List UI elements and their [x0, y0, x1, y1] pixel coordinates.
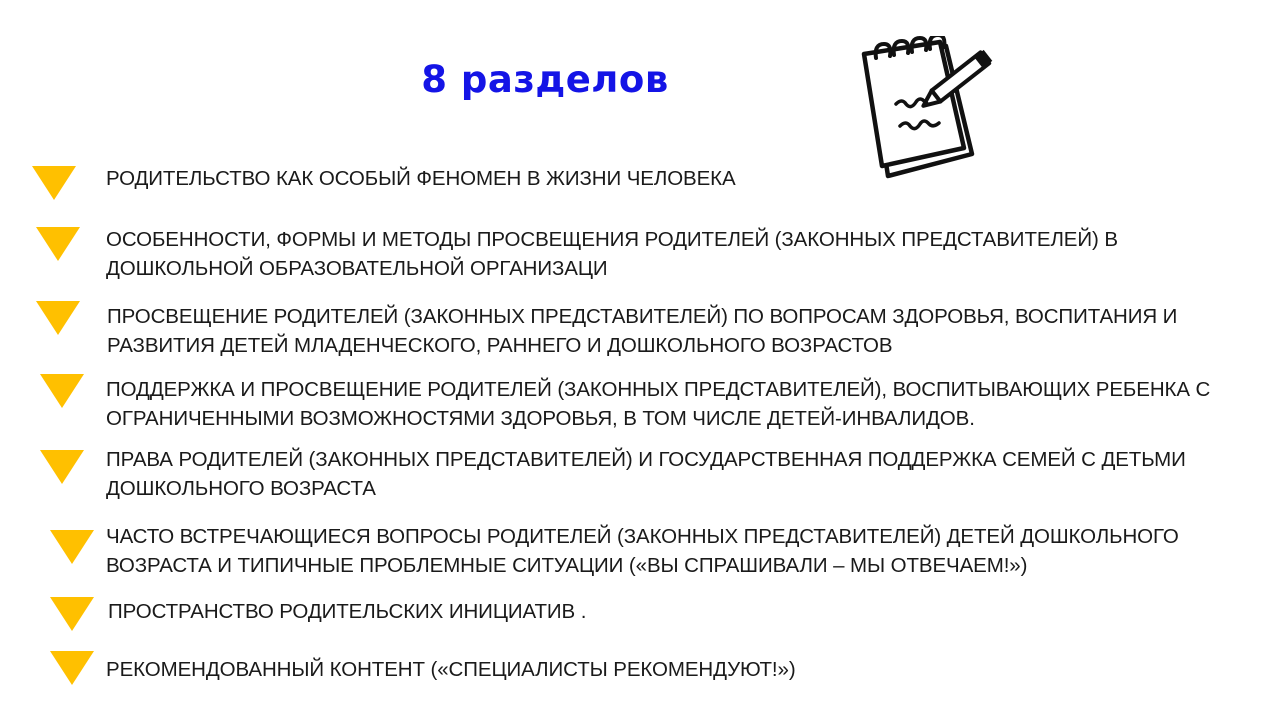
yellow-triangle-bullet-icon — [50, 597, 94, 631]
yellow-triangle-bullet-icon — [50, 651, 94, 685]
slide-title: 8 разделов — [421, 58, 669, 101]
yellow-triangle-bullet-icon — [32, 166, 76, 200]
yellow-triangle-bullet-icon — [36, 227, 80, 261]
yellow-triangle-bullet-icon — [40, 374, 84, 408]
section-item-7: ПРОСТРАНСТВО РОДИТЕЛЬСКИХ ИНИЦИАТИВ . — [108, 600, 587, 623]
section-item-8: РЕКОМЕНДОВАННЫЙ КОНТЕНТ («СПЕЦИАЛИСТЫ РЕКОМЕНДУЮТ!») — [106, 658, 796, 681]
section-item-1: РОДИТЕЛЬСТВО КАК ОСОБЫЙ ФЕНОМЕН В ЖИЗНИ ЧЕЛОВЕКА — [106, 167, 736, 190]
section-item-4: ПОДДЕРЖКА И ПРОСВЕЩЕНИЕ РОДИТЕЛЕЙ (ЗАКОННЫХ ПРЕДСТАВИТЕЛЕЙ), ВОСПИТЫВАЮЩИХ РЕБЕНКА С ОГРАНИЧЕННЫМИ ВОЗМОЖНОСТЯМИ ЗДОРОВЬЯ, В ТОМ ЧИСЛЕ ДЕТЕЙ-ИНВАЛИДОВ. — [106, 378, 1211, 430]
section-item-5: ПРАВА РОДИТЕЛЕЙ (ЗАКОННЫХ ПРЕДСТАВИТЕЛЕЙ) И ГОСУДАРСТВЕННАЯ ПОДДЕРЖКА СЕМЕЙ С ДЕТЬМИ ДОШКОЛЬНОГО ВОЗРАСТА — [106, 448, 1186, 500]
yellow-triangle-bullet-icon — [50, 530, 94, 564]
section-item-3: ПРОСВЕЩЕНИЕ РОДИТЕЛЕЙ (ЗАКОННЫХ ПРЕДСТАВИТЕЛЕЙ) ПО ВОПРОСАМ ЗДОРОВЬЯ, ВОСПИТАНИЯ И РАЗВИТИЯ ДЕТЕЙ МЛАДЕНЧЕСКОГО, РАННЕГО И ДОШКОЛЬНОГО ВОЗРАСТОВ — [107, 305, 1178, 357]
section-item-2: ОСОБЕННОСТИ, ФОРМЫ И МЕТОДЫ ПРОСВЕЩЕНИЯ РОДИТЕЛЕЙ (ЗАКОННЫХ ПРЕДСТАВИТЕЛЕЙ) В ДОШКОЛЬНОЙ ОБРАЗОВАТЕЛЬНОЙ ОРГАНИЗАЦИ — [106, 228, 1118, 280]
yellow-triangle-bullet-icon — [36, 301, 80, 335]
yellow-triangle-bullet-icon — [40, 450, 84, 484]
section-item-6: ЧАСТО ВСТРЕЧАЮЩИЕСЯ ВОПРОСЫ РОДИТЕЛЕЙ (ЗАКОННЫХ ПРЕДСТАВИТЕЛЕЙ) ДЕТЕЙ ДОШКОЛЬНОГО ВОЗРАСТА И ТИПИЧНЫЕ ПРОБЛЕМНЫЕ СИТУАЦИИ («ВЫ СПРАШИВАЛИ – МЫ ОТВЕЧАЕМ!») — [106, 525, 1179, 577]
